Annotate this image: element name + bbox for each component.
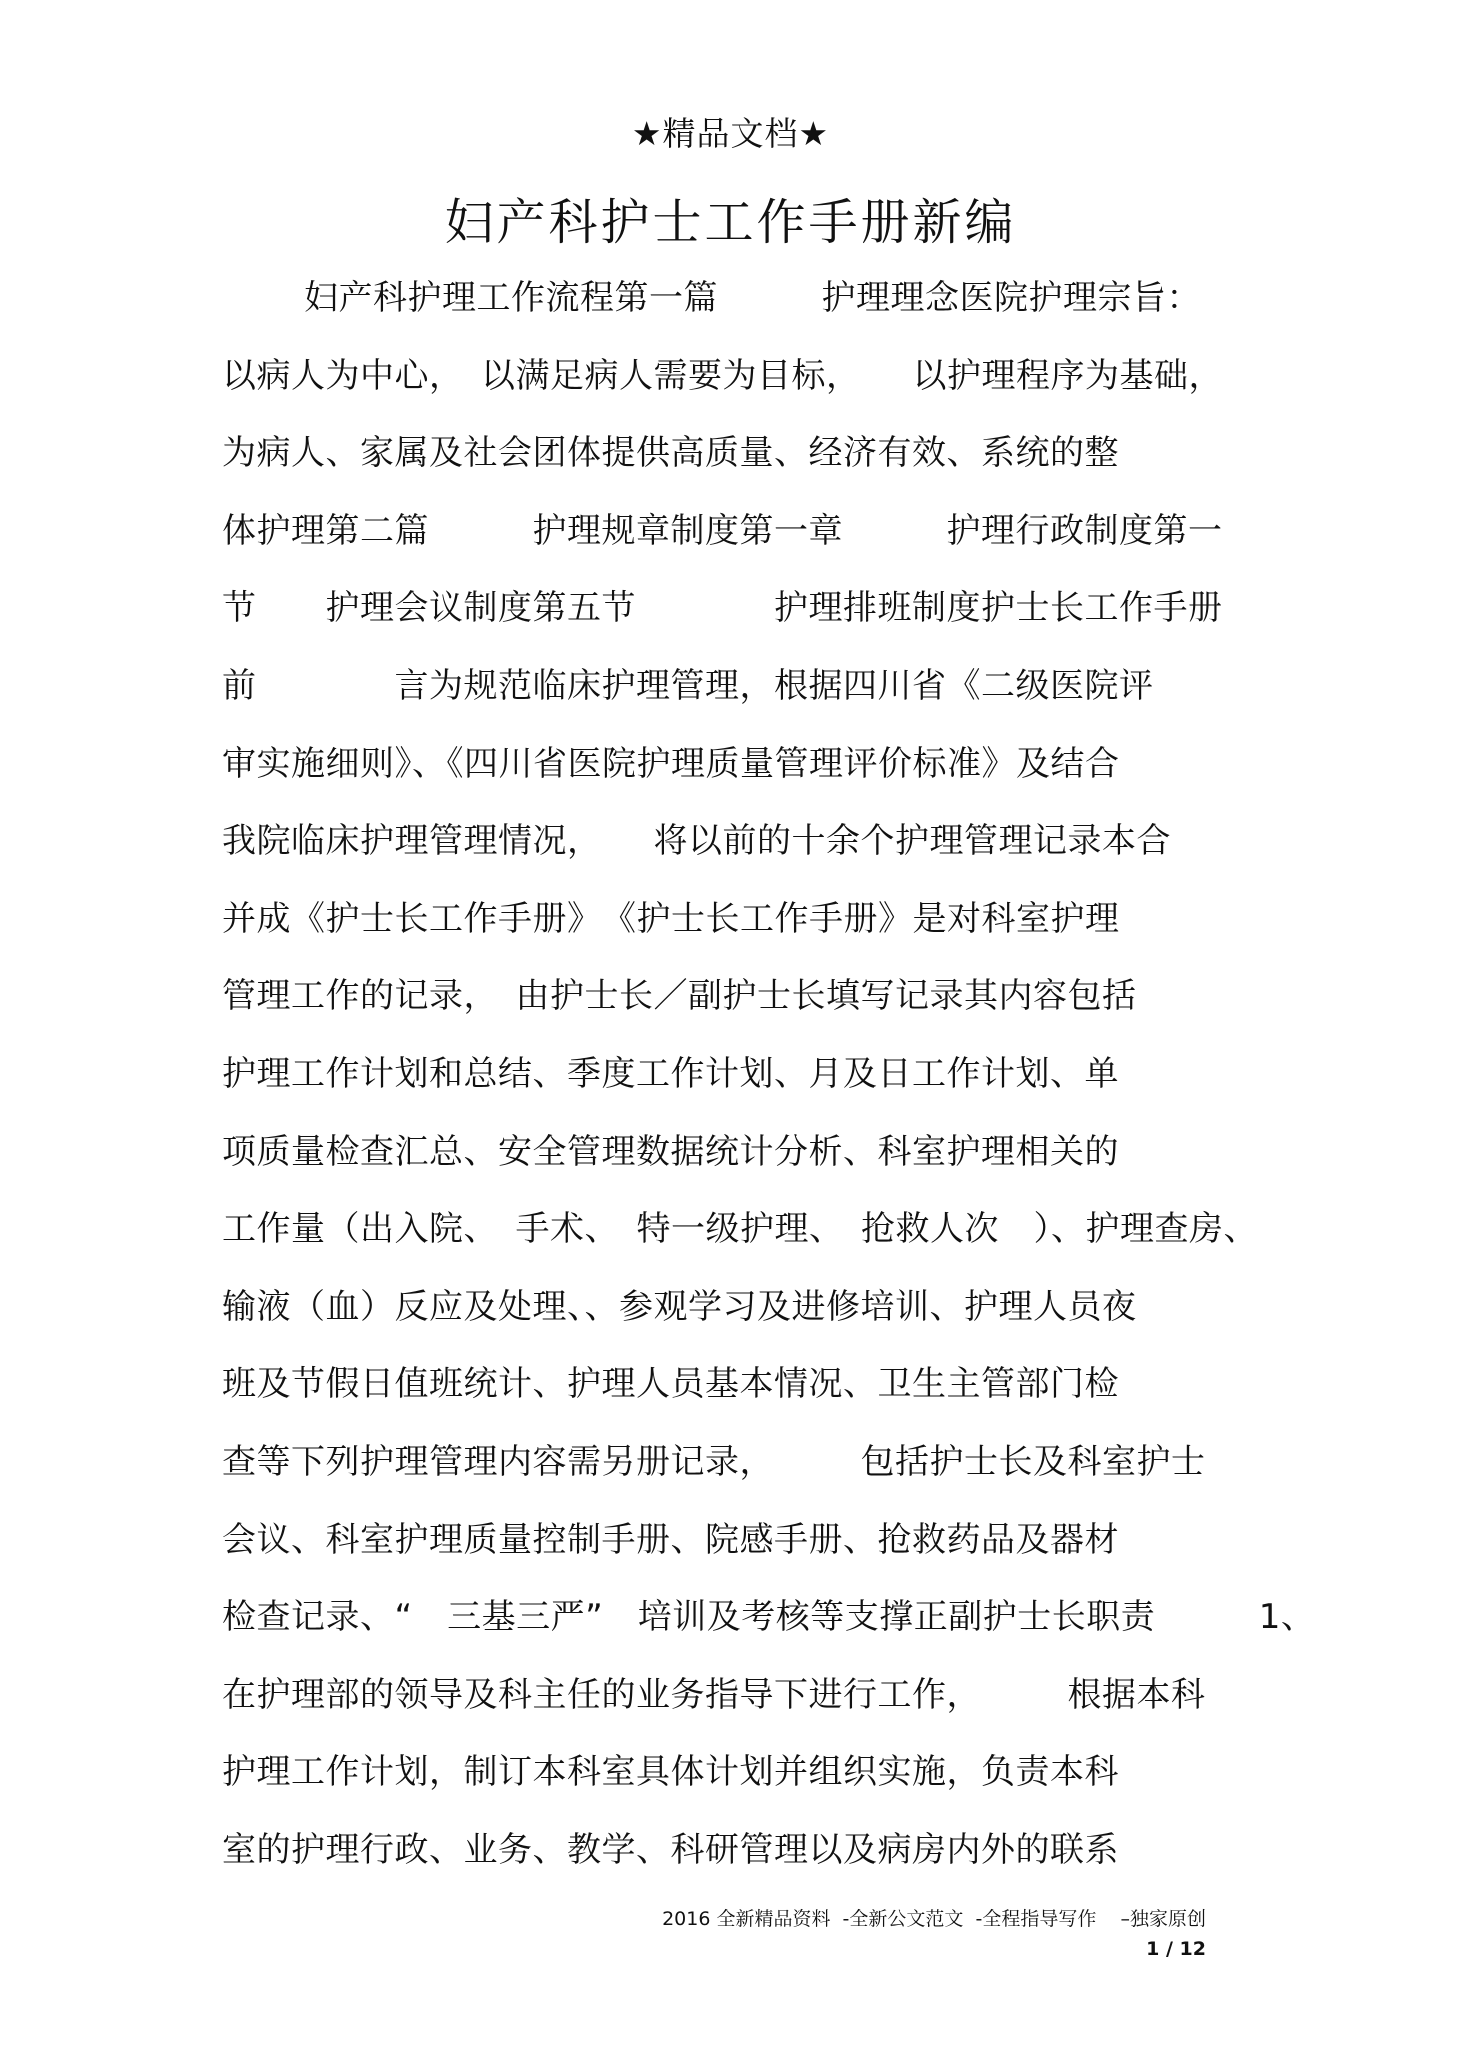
body-line: 工作量（出入院、 手术、 特一级护理、 抢救人次 ）、护理查房、 (222, 1209, 1258, 1250)
document-title: 妇产科护士工作手册新编 (444, 194, 1017, 251)
body-line: 我院临床护理管理情况， 将以前的十余个护理管理记录本合 (222, 821, 1171, 862)
body-line: 护理工作计划，制订本科室具体计划并组织实施，负责本科 (222, 1752, 1119, 1793)
body-line: 节 护理会议制度第五节 护理排班制度护士长工作手册 (222, 588, 1223, 629)
body-line: 前 言为规范临床护理管理，根据四川省《二级医院评 (222, 665, 1154, 706)
body-line: 管理工作的记录， 由护士长／副护士长填写记录其内容包括 (222, 976, 1137, 1017)
body-line: 查等下列护理管理内容需另册记录， 包括护士长及科室护士 (222, 1441, 1206, 1482)
body-line: 项质量检查汇总、安全管理数据统计分析、科室护理相关的 (222, 1131, 1119, 1172)
page-number: 1 / 12 (1146, 1938, 1206, 1960)
body-line: 护理工作计划和总结、季度工作计划、月及日工作计划、单 (222, 1053, 1119, 1094)
body-line: 为病人、家属及社会团体提供高质量、经济有效、系统的整 (222, 433, 1119, 474)
body-line: 并成《护士长工作手册》 《护士长工作手册》是对科室护理 (222, 898, 1120, 939)
body-line: 体护理第二篇 护理规章制度第一章 护理行政制度第一 (222, 510, 1223, 551)
body-line: 会议、科室护理质量控制手册、院感手册、抢救药品及器材 (222, 1519, 1119, 1560)
body-line: 输液（血）反应及处理、、参观学习及进修培训、护理人员夜 (222, 1286, 1137, 1327)
document-header: ★精品文档★ (631, 114, 830, 153)
body-line: 在护理部的领导及科主任的业务指导下进行工作， 根据本科 (222, 1674, 1206, 1715)
body-line: 室的护理行政、业务、教学、科研管理以及病房内外的联系 (222, 1829, 1119, 1870)
body-line: 检查记录、“ 三基三严” 培训及考核等支撑正副护士长职责 1、 (222, 1597, 1316, 1638)
body-line: 审实施细则》、《四川省医院护理质量管理评价标准》及结合 (222, 743, 1120, 784)
page-footer: 2016 全新精品资料 -全新公文范文 -全程指导写作 –独家原创 (662, 1908, 1206, 1930)
document-body (222, 272, 1316, 1901)
body-line: 以病人为中心， 以满足病人需要为目标， 以护理程序为基础， (222, 355, 1223, 396)
body-line: 班及节假日值班统计、护理人员基本情况、卫生主管部门检 (222, 1364, 1119, 1405)
body-line: 妇产科护理工作流程第一篇 护理理念医院护理宗旨： (304, 278, 1201, 318)
